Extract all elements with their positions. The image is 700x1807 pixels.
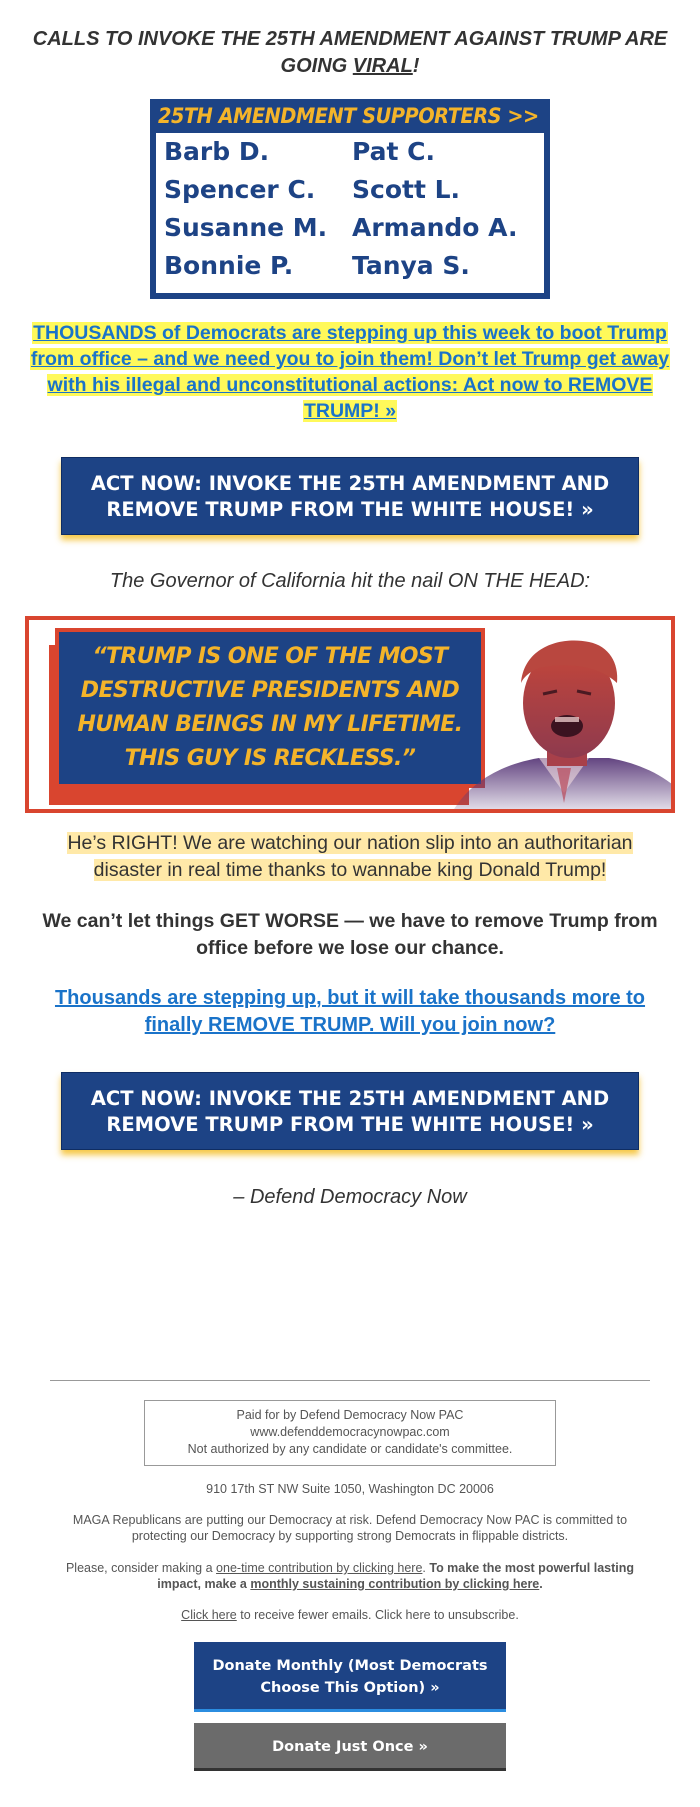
contribution-mid: . [422,1561,430,1575]
supporter-name: Pat C. [352,137,436,166]
join-link[interactable]: Thousands are stepping up, but it will take thousands more to finally REMOVE TRUMP. Will you join now? [54,987,646,1036]
fewer-emails-text [50,1607,650,1623]
supporter-name: Bonnie P. [164,251,294,280]
powerful-text: To make the most powerful lasting impact, make a [157,1561,635,1591]
cta-line-2: REMOVE TRUMP FROM THE WHITE HOUSE! » [106,1113,594,1136]
donate-once-button[interactable]: Donate Just Once » [194,1723,506,1771]
cta-line-1: ACT NOW: INVOKE THE 25TH AMENDMENT AND [90,472,610,495]
website-text: www.defenddemocracynowpac.com [250,1425,450,1439]
supporters-graphic[interactable] [150,99,550,299]
contribution-text [50,1560,650,1592]
quote-line: THIS GUY IS RECKLESS.” [124,746,416,771]
quote-line: “TRUMP IS ONE OF THE MOST [92,644,448,669]
quote-line: HUMAN BEINGS IN MY LIFETIME. [77,712,463,737]
unsubscribe-text[interactable]: to receive fewer emails. Click here to unsubscribe. [236,1608,519,1622]
quote-box [55,628,485,788]
supporter-name: Barb D. [164,137,270,166]
act-now-button[interactable] [61,457,639,535]
supporter-name: Tanya S. [352,251,470,280]
supporter-name: Scott L. [352,175,461,204]
supporters-banner: 25TH AMENDMENT SUPPORTERS >> [158,104,539,128]
headline-text: CALLS TO INVOKE THE 25TH AMENDMENT AGAINST TRUMP ARE GOING [32,28,668,77]
cta-line-2: REMOVE TRUMP FROM THE WHITE HOUSE! » [106,498,594,521]
not-authorized-text: Not authorized by any candidate or candidate's committee. [187,1442,513,1456]
act-now-button-2[interactable] [61,1072,639,1150]
mission-text: MAGA Republicans are putting our Democracy at risk. Defend Democracy Now PAC is committed to protecting our Democracy by supporting strong Democrats in flippable districts. [72,1513,628,1543]
one-time-link[interactable]: one-time contribution by clicking here [216,1561,423,1575]
powerful-tail: . [539,1577,543,1591]
quote-text [59,640,481,776]
donate-monthly-line-2: Choose This Option) » [260,1680,440,1696]
join-paragraph [24,985,676,1039]
bold-paragraph: We can’t let things GET WORSE — we have to remove Trump from office before we lose our chance. [42,910,658,959]
intro-link[interactable]: THOUSANDS of Democrats are stepping up this week to boot Trump from office – and we need you to join them! Don’t let Trump get away with his illegal and unconstitutional actions: Act now to REMOVE TRUMP! » [30,322,670,422]
cta-line-1: ACT NOW: INVOKE THE 25TH AMENDMENT AND [90,1087,610,1110]
paid-for-text: Paid for by Defend Democracy Now PAC [236,1408,464,1422]
donate-monthly-line-1: Donate Monthly (Most Democrats [212,1658,488,1674]
headline-emphasis: VIRAL [352,55,413,77]
intro-paragraph [24,320,676,424]
footer-divider [50,1380,650,1381]
monthly-link[interactable]: monthly sustaining contribution by clicking here [250,1577,540,1591]
address-text: 910 17th ST NW Suite 1050, Washington DC 20006 [206,1482,494,1496]
supporter-name: Spencer C. [164,175,316,204]
governor-line: The Governor of California hit the nail ON THE HEAD: [109,570,591,592]
contribution-prefix: Please, consider making a [65,1561,217,1575]
highlight-text: He’s RIGHT! We are watching our nation slip into an authoritarian disaster in real time thanks to wannabe king Donald Trump! [67,832,633,881]
highlight-paragraph [40,830,660,884]
signoff: – Defend Democracy Now [233,1186,467,1208]
quote-line: DESTRUCTIVE PRESIDENTS AND [80,678,460,703]
quote-graphic[interactable] [25,616,675,813]
trump-portrait-image [429,628,675,813]
fewer-emails-link[interactable]: Click here [181,1608,237,1622]
supporters-names-panel [156,133,544,293]
supporter-name: Armando A. [352,213,518,242]
disclaimer-box [144,1400,556,1466]
headline [20,26,680,80]
supporter-name: Susanne M. [164,213,328,242]
donate-monthly-button[interactable] [194,1642,506,1712]
headline-tail: ! [412,55,420,77]
